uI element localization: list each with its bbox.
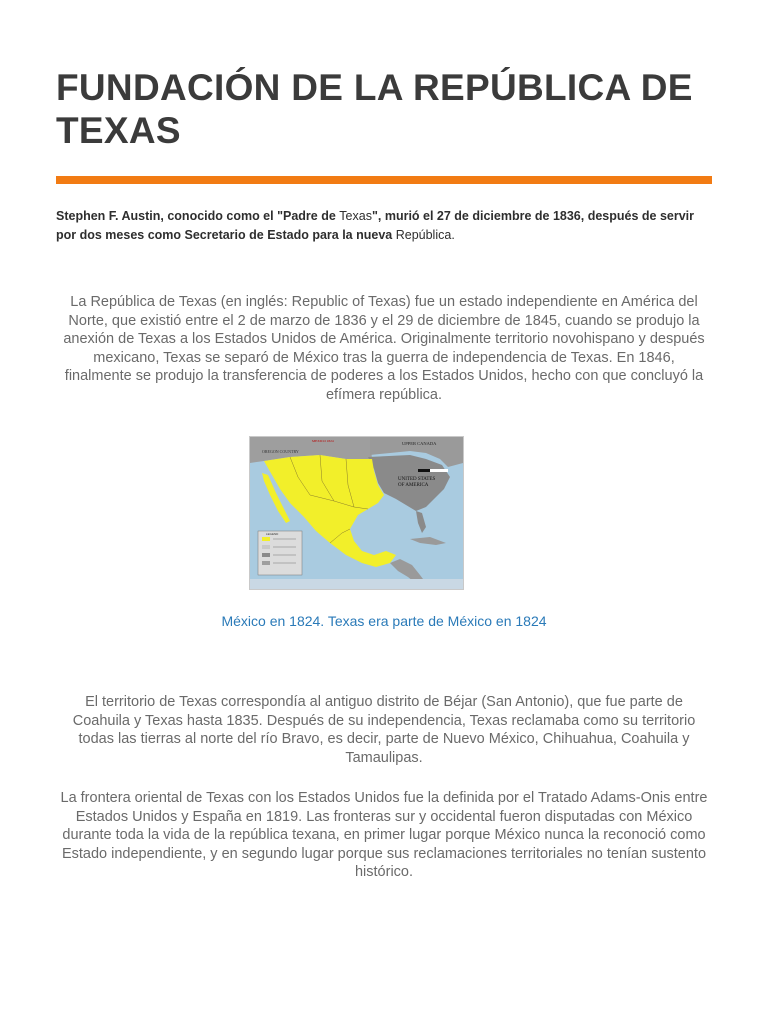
intro-paragraph [56, 207, 712, 245]
map-graphic [250, 437, 463, 589]
mexico-1824-map-image [249, 436, 464, 590]
paragraph-borders: La frontera oriental de Texas con los Estados Unidos fue la definida por el Tratado Adams-Onis entre Estados Unidos y España en 1819. Las fronteras sur y occidental fueron disputadas con México durante toda la vida de la república texana, en primer lugar porque México nunca la reconoció como Estado independiente, y en segundo lugar porque sus reclamaciones territoriales no tenían sustento histórico. [60, 790, 708, 880]
paragraph-territory: El territorio de Texas correspondía al antiguo distrito de Béjar (San Antonio), que fue parte de Coahuila y Texas hasta 1835. Después de su independencia, Texas reclamaba como su territorio todas las tierras al norte del río Bravo, es decir, parte de Nuevo México, Chihuahua, Coahuila y Tamaulipas. [72, 694, 696, 766]
map-label-oregon: OREGON COUNTRY [262, 449, 299, 454]
map-label-title: MEXICO 1824 [312, 439, 334, 443]
map-label-usa: UNITED STATES OF AMERICA [398, 477, 436, 488]
intro-text-2: ", murió el 27 de diciembre de 1836, después de servir por dos meses como Secretario de Estado para la nueva [56, 209, 694, 242]
intro-text-3: . [451, 228, 455, 242]
map-label-legend: LEGEND [266, 532, 279, 536]
intro-link-texas[interactable]: Texas [339, 209, 372, 223]
intro-link-republica[interactable]: República [395, 228, 452, 242]
map-label-upper-canada: UPPER CANADA [402, 441, 437, 446]
intro-text-1: Stephen F. Austin, conocido como el "Padre de [56, 209, 340, 223]
orange-divider [56, 176, 712, 184]
paragraph-republic-summary: La República de Texas (en inglés: Republic of Texas) fue un estado independiente en América del Norte, que existió entre el 2 de marzo de 1836 y el 29 de diciembre de 1845, cuando se produjo la anexión de Texas a los Estados Unidos de América. Originalmente territorio novohispano y después mexicano, Texas se separó de México tras la guerra de independencia de Texas. En 1846, finalmente se produjo la transferencia de poderes a los Estados Unidos, hecho con que concluyó la efímera república. [63, 294, 705, 403]
page-title: FUNDACIÓN DE LA REPÚBLICA DE TEXAS [56, 67, 693, 151]
map-caption-link[interactable]: México en 1824. Texas era parte de México en 1824 [221, 613, 547, 629]
